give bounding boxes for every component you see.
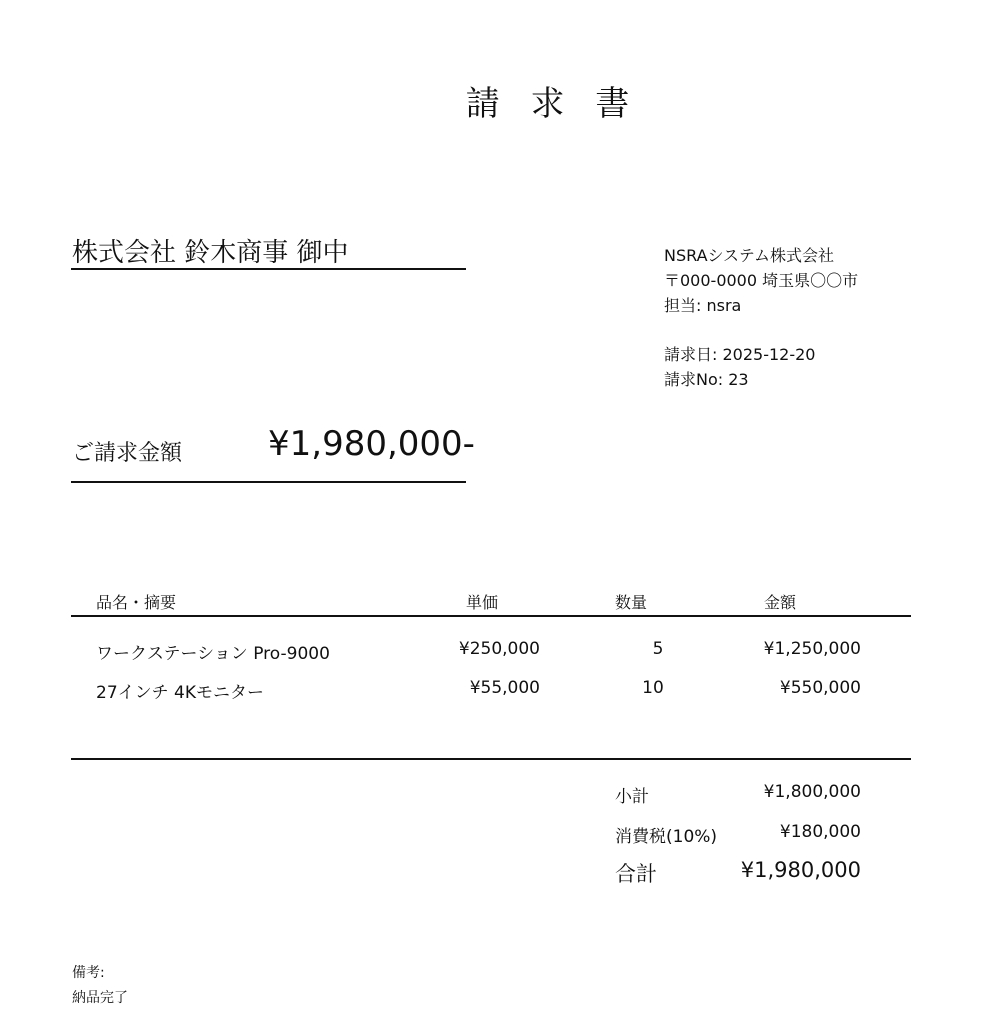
notes-label: 備考: — [72, 965, 105, 981]
client-underline — [71, 268, 466, 270]
table-header-rule — [71, 615, 911, 617]
issuer-address: 〒000-0000 埼玉県〇〇市 — [664, 271, 859, 290]
notes-text: 納品完了 — [72, 990, 128, 1006]
invoice-date: 請求日: 2025-12-20 — [664, 345, 816, 364]
table-row-amount: ¥1,250,000 — [763, 639, 861, 659]
issuer-contact: 担当: nsra — [664, 296, 742, 315]
amount-due-label: ご請求金額 — [72, 441, 183, 466]
amount-due-underline — [71, 481, 466, 483]
items-bottom-rule — [71, 758, 911, 760]
amount-due-value: ¥1,980,000- — [268, 424, 475, 464]
column-header-amount: 金額 — [764, 593, 797, 612]
tax-value: ¥180,000 — [779, 822, 861, 842]
client-name: 株式会社 鈴木商事 御中 — [72, 238, 349, 268]
table-row-quantity: 5 — [652, 639, 664, 659]
issuer-company: NSRAシステム株式会社 — [664, 246, 834, 265]
table-row-unit-price: ¥250,000 — [458, 639, 540, 659]
subtotal-label: 小計 — [615, 787, 649, 807]
table-row-item: ワークステーション Pro-9000 — [96, 644, 330, 664]
tax-label: 消費税(10%) — [615, 827, 718, 847]
table-row-item: 27インチ 4Kモニター — [96, 683, 264, 703]
table-row-unit-price: ¥55,000 — [469, 678, 540, 698]
document-title: 請 求 書 — [465, 84, 640, 124]
column-header-quantity: 数量 — [615, 593, 648, 612]
table-row-quantity: 10 — [642, 678, 664, 698]
total-label: 合計 — [615, 862, 657, 886]
subtotal-value: ¥1,800,000 — [763, 782, 861, 802]
column-header-unit-price: 単価 — [466, 593, 499, 612]
invoice-number: 請求No: 23 — [664, 370, 749, 389]
total-value: ¥1,980,000 — [740, 858, 861, 882]
table-row-amount: ¥550,000 — [779, 678, 861, 698]
column-header-item: 品名・摘要 — [96, 593, 177, 612]
